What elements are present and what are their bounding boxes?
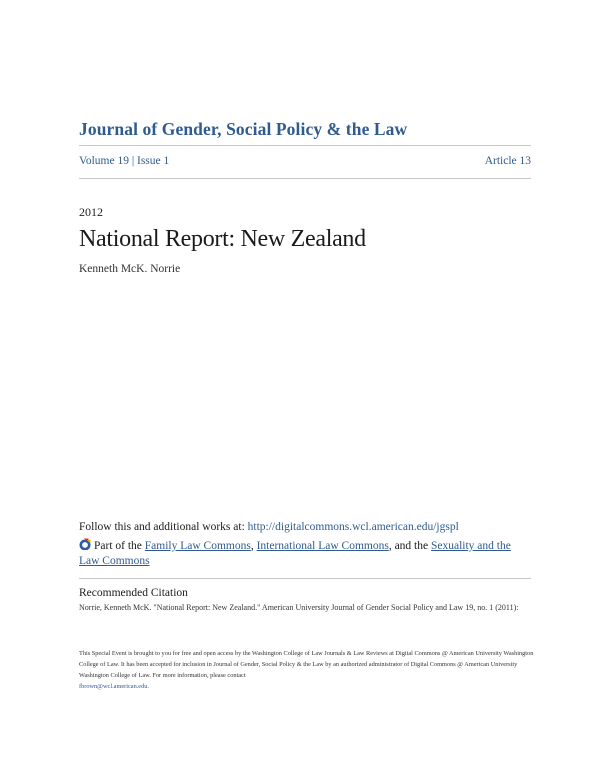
bepress-logo-icon <box>79 538 91 550</box>
part-of-prefix: Part of the <box>94 540 145 552</box>
header-divider-top <box>79 145 531 146</box>
footer-text: This Special Event is brought to you for free and open access by the Washington College of Law Journals & Law Reviews at Digital Commons @ American University Washington College of Law. It has been accepted for inclusion in Journal of Gender, Social Policy & the Law by an authorized administrator of Digital Commons @ American University Washington College of Law. For more information, please contact <box>79 650 534 679</box>
header-divider-bottom <box>79 178 531 179</box>
article-title: National Report: New Zealand <box>79 226 366 252</box>
follow-line <box>79 521 459 533</box>
recommended-citation-heading: Recommended Citation <box>79 587 188 599</box>
family-law-commons-link[interactable]: Family Law Commons <box>144 540 251 552</box>
separator: , and the <box>388 540 431 552</box>
international-law-commons-link[interactable]: International Law Commons <box>256 540 389 552</box>
footer-notice <box>79 648 534 692</box>
repository-link[interactable]: http://digitalcommons.wcl.american.edu/jgspl <box>247 521 459 533</box>
follow-prefix: Follow this and additional works at: <box>79 521 248 533</box>
article-number: Article 13 <box>484 155 531 167</box>
separator: , <box>250 540 257 552</box>
author-name: Kenneth McK. Norrie <box>79 263 181 275</box>
recommended-citation-text: Norrie, Kenneth McK. "National Report: New Zealand." American University Journal of Gender Social Policy and Law 19, no. 1 (2011): <box>79 603 519 612</box>
part-of-line <box>79 538 534 569</box>
volume-issue-line <box>79 155 531 167</box>
citation-divider <box>79 578 531 579</box>
publication-year: 2012 <box>79 205 103 219</box>
sexuality-law-commons-link[interactable]: Sexuality and the Law Commons <box>79 540 511 567</box>
volume-issue: Volume 19 | Issue 1 <box>79 155 170 167</box>
contact-email-link[interactable]: fbrown@wcl.american.edu. <box>79 683 149 690</box>
journal-title: Journal of Gender, Social Policy & the Law <box>79 119 408 139</box>
